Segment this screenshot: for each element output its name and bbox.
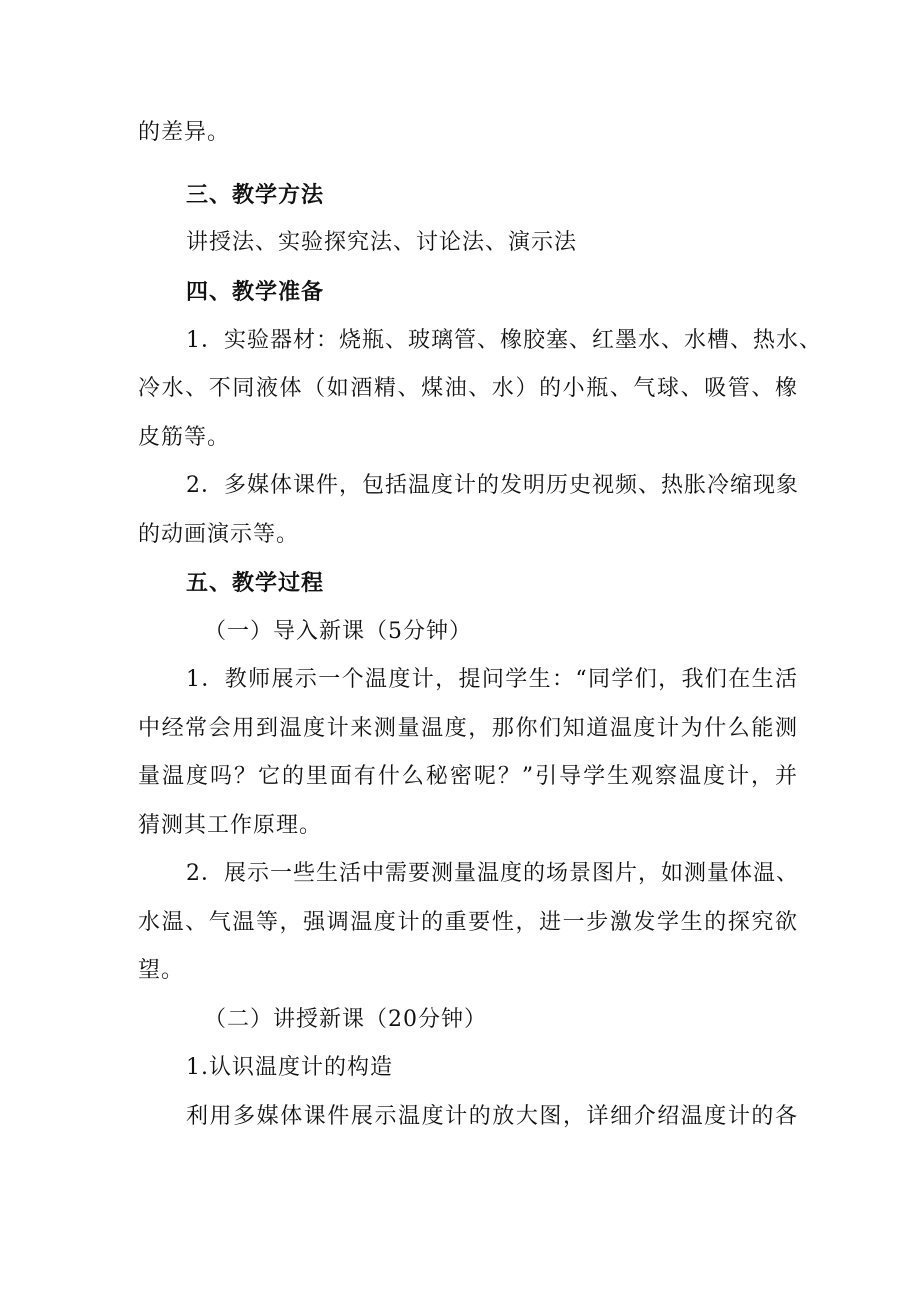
paragraph-line: 望。 [138, 958, 185, 983]
paragraph-line: 量温度吗？它的里面有什么秘密呢？”引导学生观察温度计，并 [138, 764, 798, 789]
paragraph-line: 1．实验器材：烧瓶、玻璃管、橡胶塞、红墨水、水槽、热水、 [186, 328, 822, 353]
section-heading-preparation: 四、教学准备 [186, 279, 325, 305]
paragraph-line: 的差异。 [138, 120, 231, 145]
paragraph-line: 2．多媒体课件，包括温度计的发明历史视频、热胀冷缩现象 [186, 473, 799, 498]
paragraph-line: 利用多媒体课件展示温度计的放大图，详细介绍温度计的各 [186, 1104, 798, 1129]
paragraph-line: 的动画演示等。 [138, 522, 300, 547]
paragraph-line: 讲授法、实验探究法、讨论法、演示法 [186, 230, 578, 255]
paragraph-line: 1．教师展示一个温度计，提问学生：“同学们，我们在生活 [186, 667, 798, 692]
section-heading-process: 五、教学过程 [186, 570, 325, 596]
subsection-heading-intro: （一）导入新课（5分钟） [204, 619, 472, 644]
paragraph-line: 猜测其工作原理。 [138, 813, 323, 838]
paragraph-line: 中经常会用到温度计来测量温度，那你们知道温度计为什么能测 [138, 716, 798, 741]
section-heading-methods: 三、教学方法 [186, 182, 325, 208]
item-heading-thermometer-structure: 1.认识温度计的构造 [186, 1055, 393, 1080]
paragraph-line: 皮筋等。 [138, 425, 231, 450]
subsection-heading-lecture: （二）讲授新课（20分钟） [204, 1007, 487, 1032]
paragraph-line: 2．展示一些生活中需要测量温度的场景图片，如测量体温、 [186, 861, 799, 886]
paragraph-line: 水温、气温等，强调温度计的重要性，进一步激发学生的探究欲 [138, 910, 798, 935]
paragraph-line: 冷水、不同液体（如酒精、煤油、水）的小瓶、气球、吸管、橡 [138, 376, 798, 401]
